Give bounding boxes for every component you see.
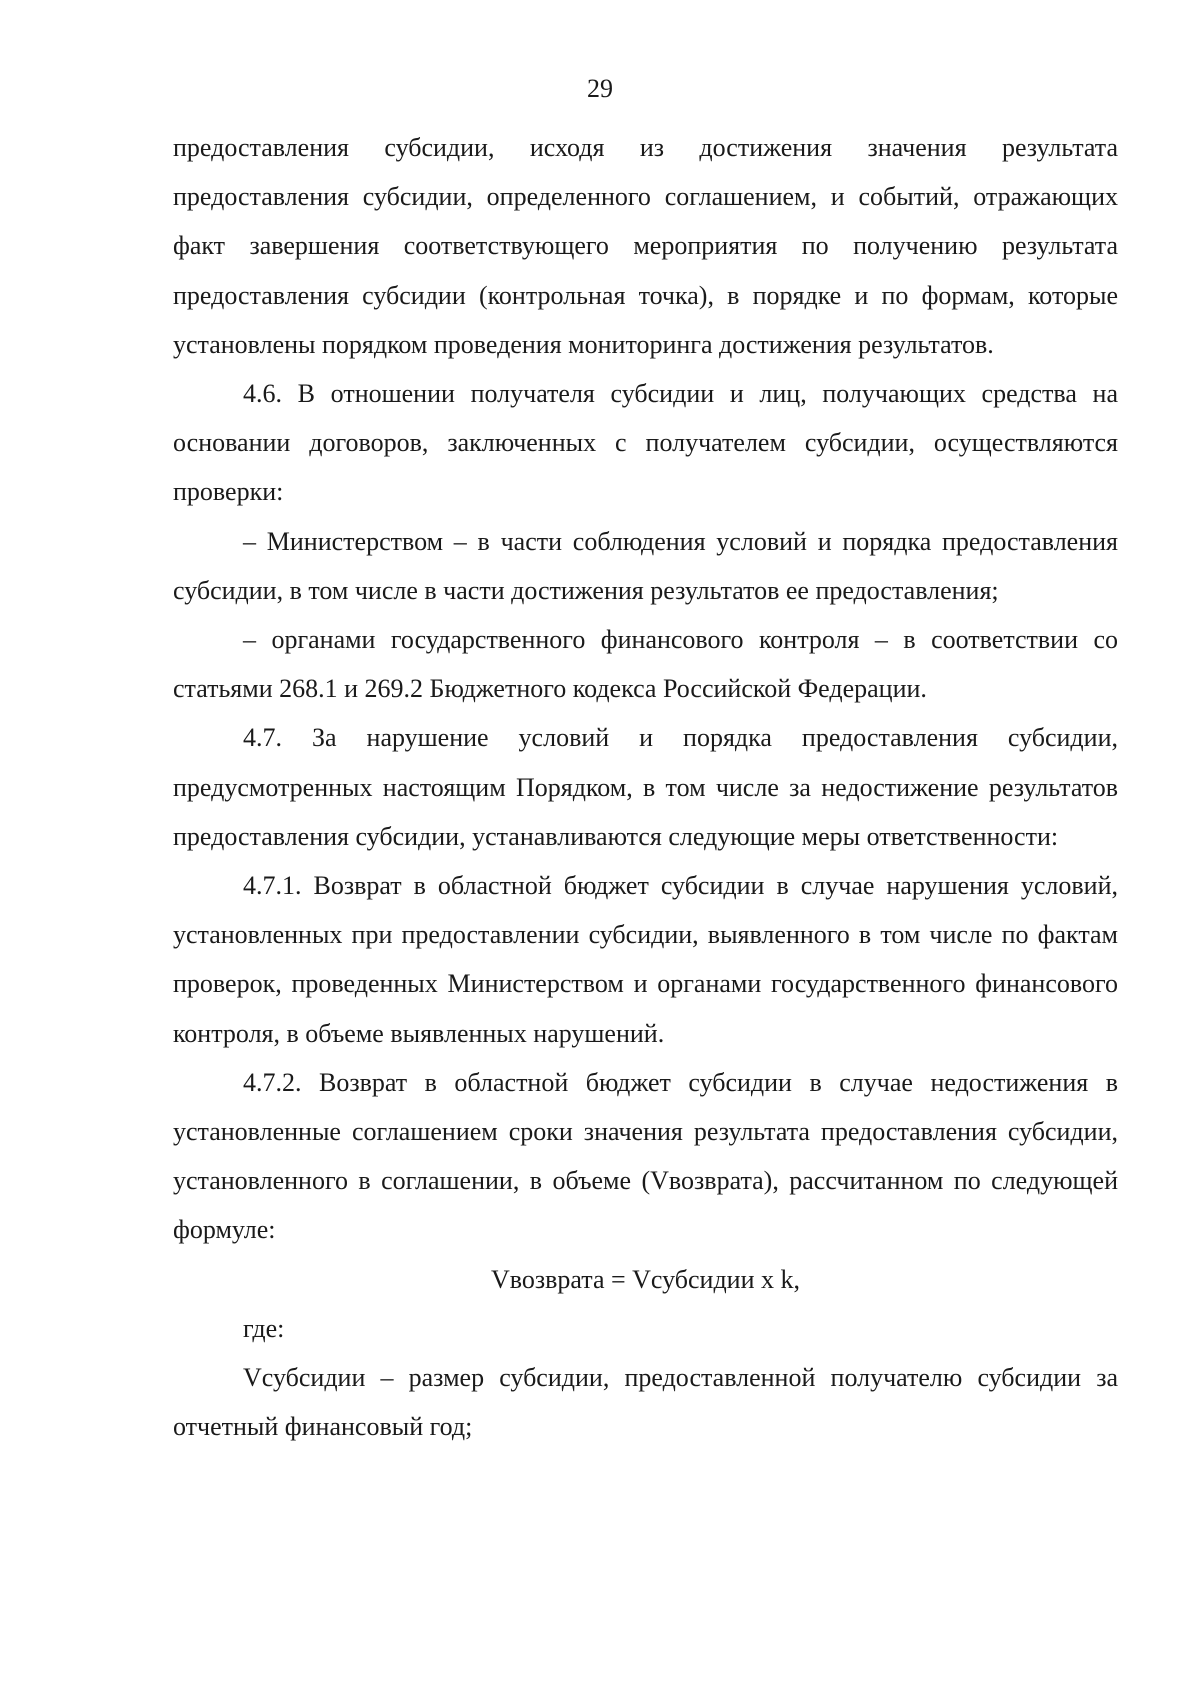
paragraph-4-6: 4.6. В отношении получателя субсидии и лиц, получающих средства на основании договоров, заключенных с получателем субсидии, осуществляются проверки:: [173, 379, 1118, 507]
paragraph-continuation: предоставления субсидии, исходя из достижения значения результата предоставления субсидии, определенного соглашением, и событий, отражающих факт завершения соответствующего мероприятия по получению результата предоставления субсидии (контрольная точка), в порядке и по формам, которые установлены порядком проведения мониторинга достижения результатов.: [173, 133, 1118, 359]
formula-where-label: где:: [243, 1313, 285, 1343]
document-body: [173, 123, 1118, 1451]
page-number: 29: [587, 74, 613, 103]
list-item-financial-control: – органами государственного финансового контроля – в соответствии со статьями 268.1 и 269.2 Бюджетного кодекса Российской Федерации.: [173, 625, 1118, 704]
formula: Vвозврата = Vсубсидии x k,: [490, 1264, 801, 1294]
formula-definition-vsubsidii: Vсубсидии – размер субсидии, предоставленной получателю субсидии за отчетный финансовый год;: [173, 1363, 1118, 1442]
paragraph-4-7-1: 4.7.1. Возврат в областной бюджет субсидии в случае нарушения условий, установленных при предоставлении субсидии, выявленного в том числе по фактам проверок, проведенных Министерством и органами государственного финансового контроля, в объеме выявленных нарушений.: [173, 871, 1118, 1048]
list-item-ministry: – Министерством – в части соблюдения условий и порядка предоставления субсидии, в том числе в части достижения результатов ее предоставления;: [173, 526, 1118, 605]
paragraph-4-7: 4.7. За нарушение условий и порядка предоставления субсидии, предусмотренных настоящим Порядком, в том числе за недостижение результатов предоставления субсидии, устанавливаются следующие меры ответственности:: [173, 723, 1118, 851]
paragraph-4-7-2: 4.7.2. Возврат в областной бюджет субсидии в случае недостижения в установленные соглашением сроки значения результата предоставления субсидии, установленного в соглашении, в объеме (Vвозврата), рассчитанном по следующей формуле:: [173, 1067, 1118, 1245]
